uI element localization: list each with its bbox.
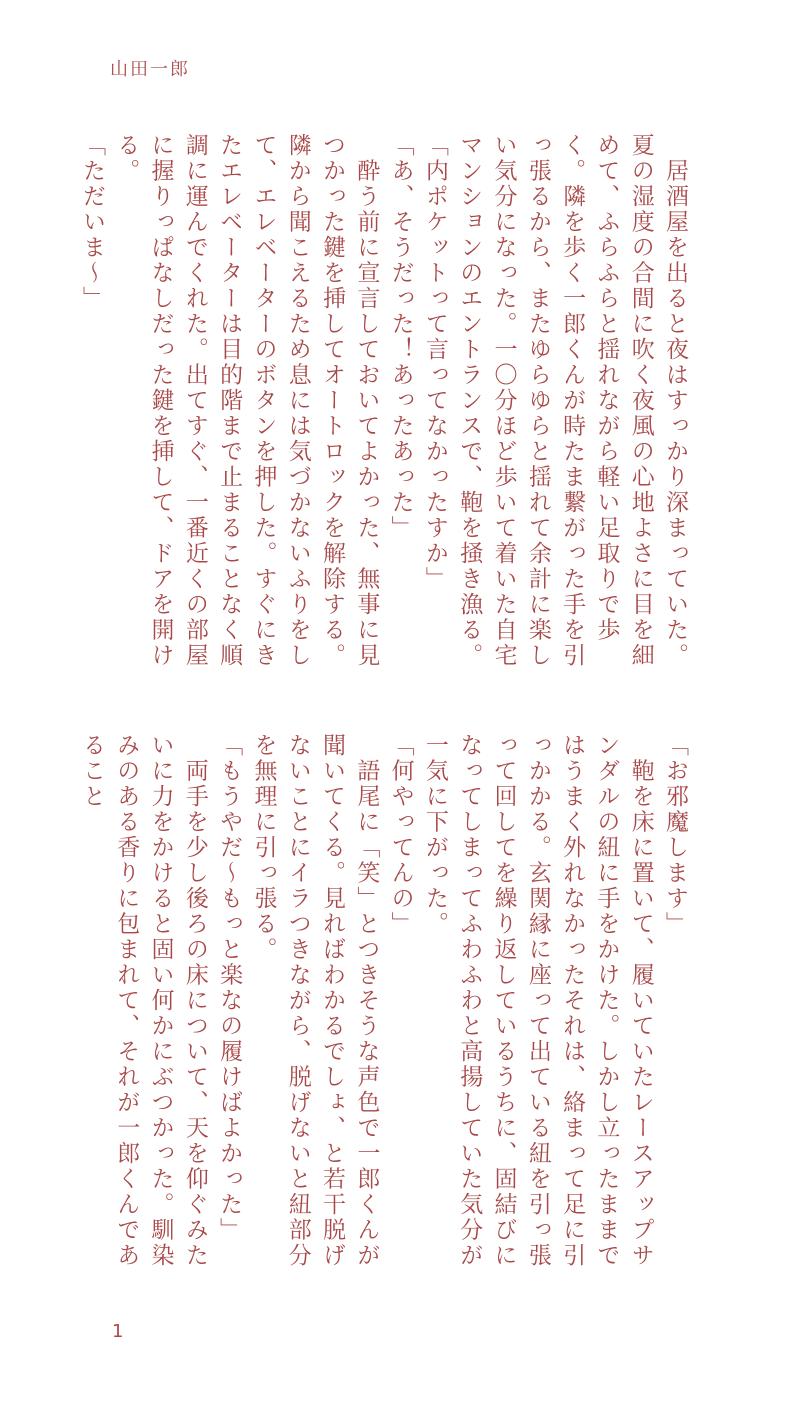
paragraph: 語尾に「笑」とつきそうな声色で一郎くんが聞いてくる。見ればわかるでしょ、と若干脱げないことにイラつきながら、脱げないと紐部分を無理に引っ張る。 [250, 733, 380, 1269]
paragraph: 「もうやだ〜もっと楽なの履けばよかった」 [216, 733, 243, 1243]
paragraph: 居酒屋を出ると夜はすっかり深まっていた。夏の湿度の合間に吹く夜風の心地よさに目を細めて、ふらふらと揺れながら軽い足取りで歩く。隣を歩く一郎くんが時たま繋がった手を引っ張るから、またゆらゆらと揺れて余計に楽しい気分になった。一〇分ほど歩いて着いた自宅マンションのエントランスで、鞄を掻き漁る。 [456, 133, 688, 669]
paragraph: 両手を少し後ろの床について、天を仰ぐみたいに力をかけると固い何かにぶつかった。馴染みのある香りに包まれて、それが一郎くんであること [78, 733, 208, 1269]
author-name: 山田一郎 [110, 59, 190, 80]
paragraph: 「お邪魔します」 [662, 733, 688, 937]
text-block-top [78, 133, 692, 678]
paragraph: 「あ、そうだった！あったあった」 [387, 133, 414, 541]
paragraph: 「何やってんの」 [387, 733, 414, 937]
paragraph: 酔う前に宣言しておいてよかった、無事に見つかった鍵を挿してオートロックを解除する。隣から聞こえるため息には気づかないふりをして、エレベーターのボタンを押した。すぐにきたエレベーターは目的階まで止まることなく順調に運んでくれた。出てすぐ、一番近くの部屋に握りっぱなしだった鍵を挿して、ドアを開ける。 [113, 133, 380, 669]
paragraph: 「ただいま〜」 [78, 133, 105, 312]
page-number: 1 [112, 1321, 124, 1342]
paragraph: 「内ポケットって言ってなかったすか」 [421, 133, 448, 592]
text-block-bottom [78, 733, 692, 1278]
paragraph: 鞄を床に置いて、履いていたレースアップサンダルの紐に手をかけた。しかし立ったままではうまく外れなかったそれは、絡まって足に引っかかる。玄関縁に座って出ている紐を引っ張って回してを繰り返しているうちに、固結びになってしまってふわふわと高揚していた気分が一気に下がった。 [421, 733, 654, 1269]
